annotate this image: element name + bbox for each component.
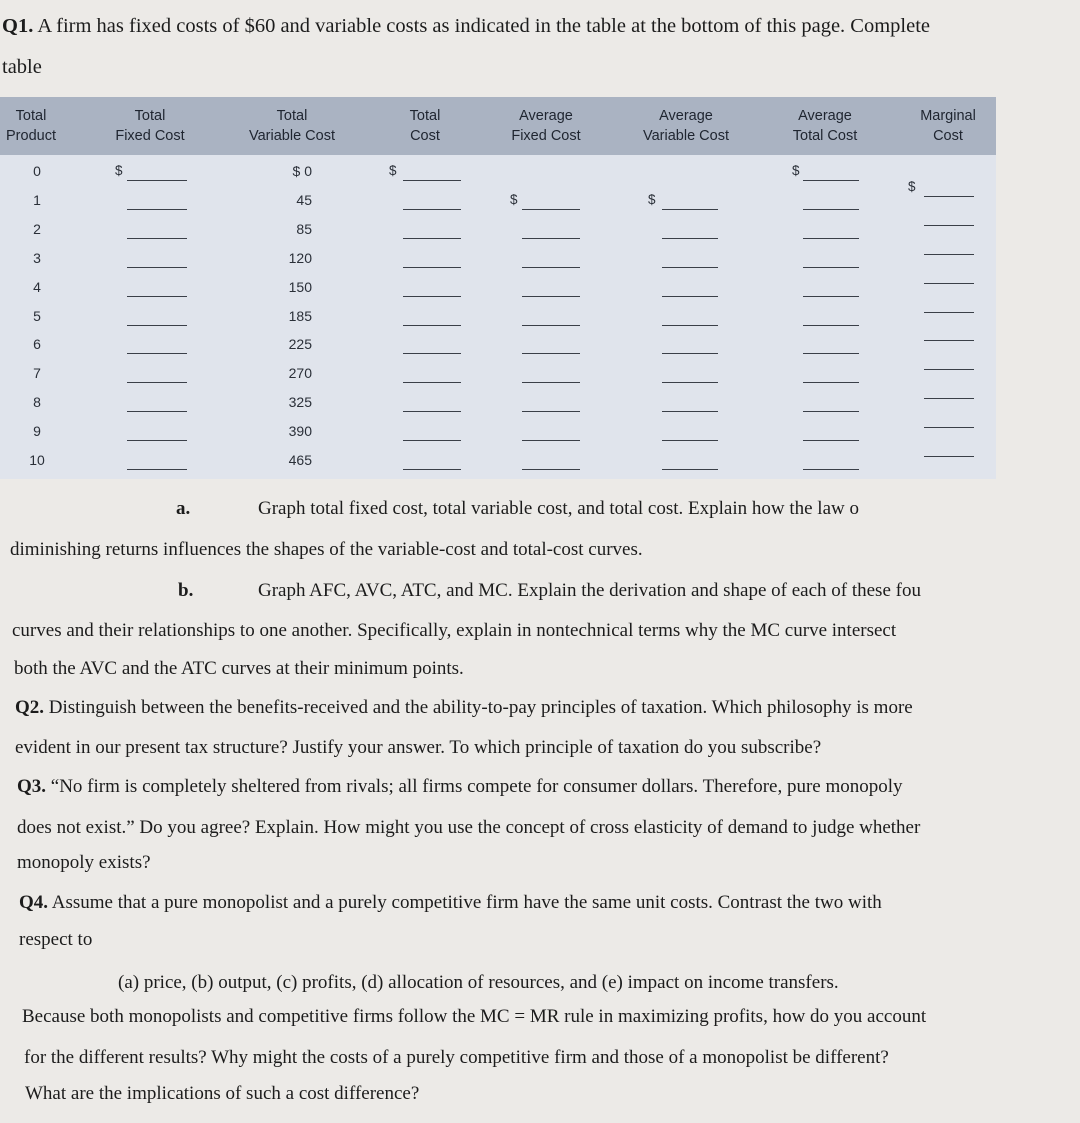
- total-variable-cost-cell: 325: [288, 394, 312, 411]
- total-product-cell: 2: [33, 220, 41, 237]
- average-fixed-cost-blank[interactable]: [522, 440, 580, 441]
- average-total-cost-blank[interactable]: [803, 411, 859, 412]
- total-cost-blank[interactable]: [403, 469, 461, 470]
- header-average-total-cost: Average Total Cost: [792, 108, 858, 144]
- average-variable-cost-blank[interactable]: [662, 440, 718, 441]
- total-product-cell: 7: [33, 365, 41, 382]
- total-fixed-cost-blank[interactable]: [127, 325, 187, 326]
- average-fixed-cost-blank[interactable]: [522, 382, 580, 383]
- average-variable-cost-blank[interactable]: [662, 469, 718, 470]
- total-fixed-cost-blank[interactable]: [127, 209, 187, 210]
- total-cost-blank[interactable]: [403, 209, 461, 210]
- average-variable-cost-blank[interactable]: [662, 296, 718, 297]
- total-variable-cost-cell: $ 0: [292, 163, 312, 179]
- average-fixed-cost-blank[interactable]: [522, 353, 580, 354]
- part-b-line-2: curves and their relationships to one another. Specifically, explain in nontechnical terms why the MC curve intersect: [12, 620, 897, 641]
- cost-table: [0, 97, 996, 479]
- average-variable-cost-blank[interactable]: [662, 209, 718, 210]
- q3-line-2: does not exist.” Do you agree? Explain. How might you use the concept of cross elasticity of demand to judge whether: [17, 817, 921, 838]
- header-total-product: Total Product: [6, 108, 56, 144]
- average-fixed-cost-blank[interactable]: [522, 209, 580, 210]
- average-fixed-cost-blank[interactable]: [522, 238, 580, 239]
- total-product-cell: 5: [33, 307, 41, 324]
- total-cost-blank[interactable]: [403, 267, 461, 268]
- total-fixed-cost-blank[interactable]: [127, 469, 187, 470]
- atc-dollar-sign: $: [792, 163, 800, 178]
- marginal-cost-blank[interactable]: [924, 312, 974, 313]
- total-cost-blank[interactable]: [403, 440, 461, 441]
- q1-label: Q1.: [2, 15, 34, 37]
- total-variable-cost-cell: 150: [288, 278, 312, 295]
- total-product-cell: 6: [33, 336, 41, 353]
- q2-line-1: Q2. Distinguish between the benefits-received and the ability-to-pay principles of taxation. Which philosophy is more: [15, 697, 913, 718]
- average-variable-cost-blank[interactable]: [662, 238, 718, 239]
- header-total-fixed-cost: Total Fixed Cost: [115, 108, 185, 144]
- average-fixed-cost-blank[interactable]: [522, 325, 580, 326]
- total-variable-cost-cell: 45: [296, 191, 312, 208]
- average-fixed-cost-blank[interactable]: [522, 411, 580, 412]
- average-fixed-cost-blank[interactable]: [522, 267, 580, 268]
- total-cost-blank[interactable]: [403, 353, 461, 354]
- total-variable-cost-cell: 225: [288, 336, 312, 353]
- q3-line-3: monopoly exists?: [17, 852, 151, 873]
- header-marginal-cost: Marginal Cost: [920, 108, 976, 144]
- average-total-cost-blank[interactable]: [803, 469, 859, 470]
- average-variable-cost-blank[interactable]: [662, 353, 718, 354]
- q4-line-5: for the different results? Why might the costs of a purely competitive firm and those of a monopolist be different?: [24, 1047, 889, 1068]
- total-variable-cost-cell: 270: [288, 365, 312, 382]
- average-variable-cost-blank[interactable]: [662, 411, 718, 412]
- total-cost-blank[interactable]: [403, 296, 461, 297]
- part-b-line-1: Graph AFC, AVC, ATC, and MC. Explain the derivation and shape of each of these fou: [258, 580, 921, 601]
- marginal-cost-blank[interactable]: [924, 340, 974, 341]
- total-fixed-cost-blank[interactable]: [127, 296, 187, 297]
- marginal-cost-blank[interactable]: [924, 254, 974, 255]
- q1-question-line-2: table: [2, 56, 42, 78]
- average-total-cost-blank[interactable]: [803, 180, 859, 181]
- total-fixed-cost-blank[interactable]: [127, 353, 187, 354]
- total-cost-blank[interactable]: [403, 325, 461, 326]
- marginal-cost-blank[interactable]: [924, 196, 974, 197]
- total-fixed-cost-blank[interactable]: [127, 440, 187, 441]
- average-variable-cost-blank[interactable]: [662, 325, 718, 326]
- average-total-cost-blank[interactable]: [803, 267, 859, 268]
- total-variable-cost-cell: 390: [288, 423, 312, 440]
- average-total-cost-blank[interactable]: [803, 440, 859, 441]
- average-total-cost-blank[interactable]: [803, 209, 859, 210]
- average-total-cost-blank[interactable]: [803, 238, 859, 239]
- q4-line-1: Q4. Assume that a pure monopolist and a purely competitive firm have the same unit costs. Contrast the two with: [19, 892, 882, 913]
- average-variable-cost-blank[interactable]: [662, 382, 718, 383]
- total-product-cell: 1: [33, 191, 41, 208]
- total-cost-blank[interactable]: [403, 382, 461, 383]
- total-product-cell: 4: [33, 278, 41, 295]
- average-fixed-cost-blank[interactable]: [522, 469, 580, 470]
- marginal-cost-blank[interactable]: [924, 398, 974, 399]
- part-b-label: b.: [178, 580, 194, 601]
- header-average-variable-cost: Average Variable Cost: [643, 108, 729, 144]
- marginal-cost-blank[interactable]: [924, 369, 974, 370]
- total-variable-cost-cell: 185: [288, 307, 312, 324]
- total-cost-blank[interactable]: [403, 180, 461, 181]
- q4-line-6: What are the implications of such a cost difference?: [25, 1083, 420, 1104]
- total-variable-cost-cell: 465: [288, 452, 312, 468]
- q3-line-1: Q3. “No firm is completely sheltered from rivals; all firms compete for consumer dollars. Therefore, pure monopoly: [17, 776, 903, 797]
- tc-dollar-sign: $: [389, 163, 397, 178]
- q4-line-4: Because both monopolists and competitive firms follow the MC = MR rule in maximizing profits, how do you account: [22, 1006, 927, 1027]
- part-a-line-2: diminishing returns influences the shapes of the variable-cost and total-cost curves.: [10, 539, 643, 560]
- total-product-cell: 8: [33, 394, 41, 411]
- average-total-cost-blank[interactable]: [803, 353, 859, 354]
- average-total-cost-blank[interactable]: [803, 296, 859, 297]
- total-fixed-cost-blank[interactable]: [127, 238, 187, 239]
- afc-dollar-sign: $: [510, 192, 518, 207]
- average-total-cost-blank[interactable]: [803, 325, 859, 326]
- part-a-label: a.: [176, 498, 191, 519]
- total-product-cell: 9: [33, 423, 41, 440]
- total-variable-cost-cell: 85: [296, 220, 312, 237]
- total-variable-cost-cell: 120: [288, 249, 312, 266]
- header-average-fixed-cost: Average Fixed Cost: [511, 108, 581, 144]
- marginal-cost-blank[interactable]: [924, 427, 974, 428]
- header-total-variable-cost: Total Variable Cost: [249, 108, 335, 144]
- tfc-dollar-sign: $: [115, 163, 123, 178]
- q2-line-2: evident in our present tax structure? Justify your answer. To which principle of taxation do you subscribe?: [15, 737, 822, 758]
- total-product-cell: 0: [33, 163, 41, 179]
- marginal-cost-blank[interactable]: [924, 225, 974, 226]
- total-cost-blank[interactable]: [403, 411, 461, 412]
- part-b-line-3: both the AVC and the ATC curves at their minimum points.: [14, 658, 464, 679]
- header-total-cost: Total Cost: [409, 108, 441, 144]
- q4-line-3: (a) price, (b) output, (c) profits, (d) allocation of resources, and (e) impact on income transfers.: [118, 972, 839, 993]
- part-a-line-1: Graph total fixed cost, total variable cost, and total cost. Explain how the law o: [258, 498, 859, 519]
- total-fixed-cost-blank[interactable]: [127, 382, 187, 383]
- q4-line-2: respect to: [19, 929, 93, 950]
- total-fixed-cost-blank[interactable]: [127, 267, 187, 268]
- total-fixed-cost-blank[interactable]: [127, 411, 187, 412]
- marginal-cost-blank[interactable]: [924, 283, 974, 284]
- average-total-cost-blank[interactable]: [803, 382, 859, 383]
- avc-dollar-sign: $: [648, 192, 656, 207]
- q1-question-line-1: [2, 12, 1080, 41]
- total-product-cell: 3: [33, 249, 41, 266]
- total-cost-blank[interactable]: [403, 238, 461, 239]
- total-fixed-cost-blank[interactable]: [127, 180, 187, 181]
- total-product-cell: 10: [29, 452, 45, 468]
- q1-text: A firm has fixed costs of $60 and variable costs as indicated in the table at the bottom of this page. Complete: [37, 15, 930, 37]
- table-header: [0, 97, 996, 155]
- marginal-cost-blank[interactable]: [924, 456, 974, 457]
- average-fixed-cost-blank[interactable]: [522, 296, 580, 297]
- average-variable-cost-blank[interactable]: [662, 267, 718, 268]
- mc-dollar-sign: $: [908, 179, 916, 194]
